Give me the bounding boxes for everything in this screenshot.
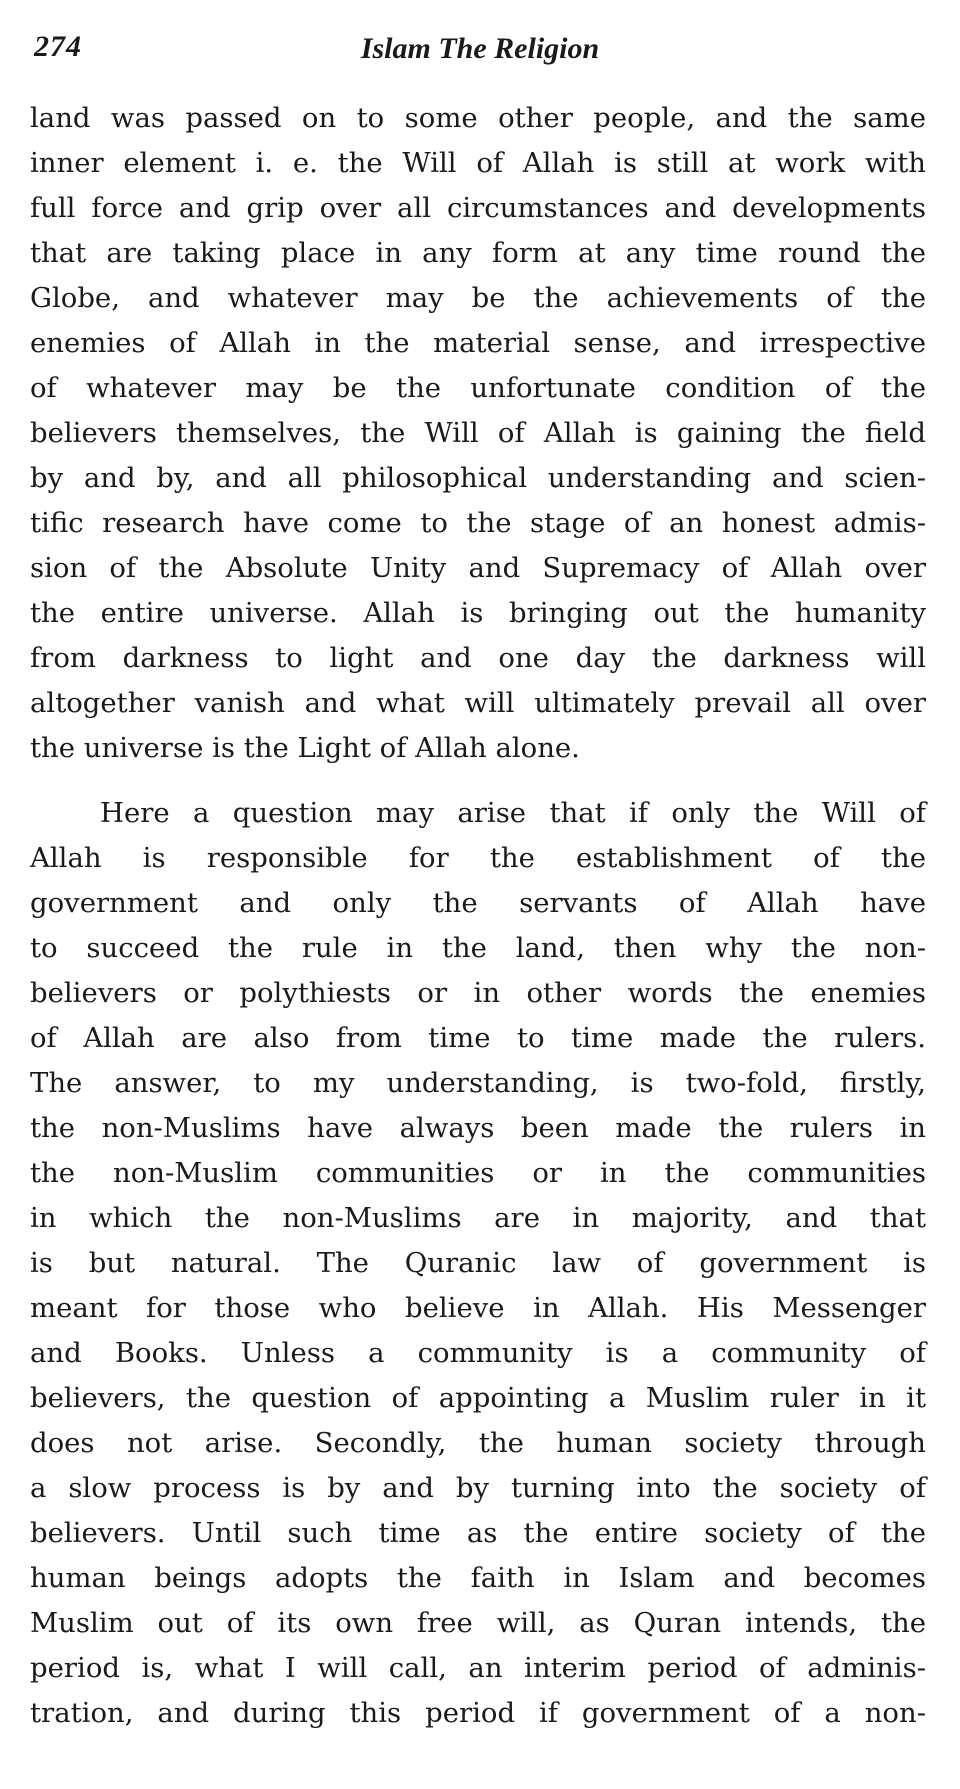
text-line: land was passed on to some other people, and the same [30,102,926,134]
book-title: Islam The Religion [360,32,600,65]
text-line: of whatever may be the unfortunate condition of the [30,372,926,404]
text-line: and Books. Unless a community is a community of [30,1337,926,1369]
text-line: believers. Until such time as the entire society of the [30,1517,926,1549]
text-line: believers or polythiests or in other words the enemies [30,977,926,1009]
text-line: Here a question may arise that if only the Will of [100,797,926,829]
text-line: by and by, and all philosophical understanding and scien- [30,462,926,494]
text-line: government and only the servants of Allah have [30,887,926,919]
paragraph-2 [30,791,926,1736]
text-line: in which the non-Muslims are in majority, and that [30,1202,926,1234]
text-line: period is, what I will call, an interim period of adminis- [30,1652,926,1684]
text-line: from darkness to light and one day the darkness will [30,642,926,674]
text-line: inner element i. e. the Will of Allah is still at work with [30,147,926,179]
text-line: is but natural. The Quranic law of government is [30,1247,926,1279]
page-number: 274 [34,30,82,63]
text-line: tific research have come to the stage of an honest admis- [30,507,926,539]
text-line: Allah is responsible for the establishment of the [30,842,926,874]
text-line: Muslim out of its own free will, as Quran intends, the [30,1607,926,1639]
text-line: believers, the question of appointing a Muslim ruler in it [30,1382,926,1414]
text-line: the non-Muslim communities or in the communities [30,1157,926,1189]
text-line: tration, and during this period if government of a non- [30,1697,926,1729]
text-line: altogether vanish and what will ultimately prevail all over [30,687,926,719]
text-line: sion of the Absolute Unity and Supremacy of Allah over [30,552,926,584]
text-line: believers themselves, the Will of Allah is gaining the field [30,417,926,449]
text-line: the universe is the Light of Allah alone. [30,732,580,764]
text-line: meant for those who believe in Allah. His Messenger [30,1292,926,1324]
running-header [34,30,926,80]
text-line: Globe, and whatever may be the achievements of the [30,282,926,314]
text-line: the non-Muslims have always been made the rulers in [30,1112,926,1144]
text-line: the entire universe. Allah is bringing out the humanity [30,597,926,629]
text-line: enemies of Allah in the material sense, and irrespective [30,327,926,359]
text-line: a slow process is by and by turning into the society of [30,1472,926,1504]
paragraph-1 [30,96,926,771]
text-line: that are taking place in any form at any time round the [30,237,926,269]
text-line: of Allah are also from time to time made the rulers. [30,1022,926,1054]
text-line: full force and grip over all circumstances and developments [30,192,926,224]
text-line: The answer, to my understanding, is two-fold, firstly, [30,1067,926,1099]
text-line: to succeed the rule in the land, then why the non- [30,932,926,964]
text-line: human beings adopts the faith in Islam and becomes [30,1562,926,1594]
body-text [30,96,926,1736]
text-line: does not arise. Secondly, the human society through [30,1427,926,1459]
